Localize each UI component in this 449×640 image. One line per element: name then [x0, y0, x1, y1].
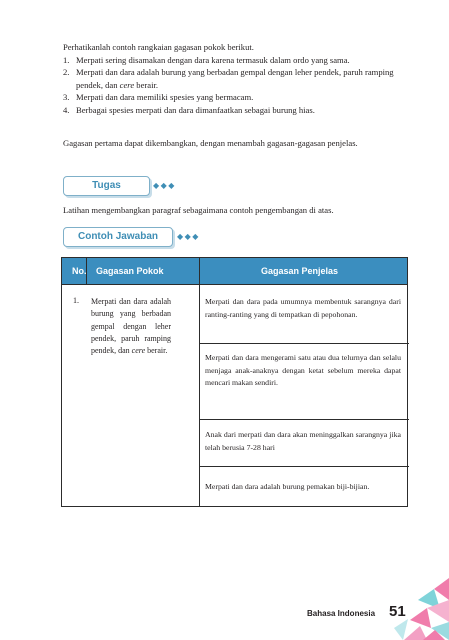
penjelas-cell-2: Merpati dan dara mengerami satu atau dua telurnya dan selalu menjaga anak-anaknya dengan ketat sebelum mereka dapat mencari makan sendiri. — [205, 353, 401, 387]
decor-triangle — [410, 608, 431, 628]
contoh-jawaban-label: Contoh Jawaban — [63, 227, 173, 247]
tugas-label: Tugas — [63, 176, 150, 196]
list-text: Merpati sering disamakan dengan dara karena termasuk dalam ordo yang sama. — [76, 54, 350, 65]
list-text: Berbagai spesies merpati dan dara dimanfaatkan sebagai burung hias. — [76, 104, 315, 115]
row-number: 1. — [73, 296, 79, 305]
header-gagasan-penjelas: Gagasan Penjelas — [261, 266, 339, 276]
pokok-text-italic: cere — [131, 346, 146, 356]
footer-subject: Bahasa Indonesia — [307, 609, 376, 618]
pokok-text: Merpati dan dara adalah burung yang berbadan gempal dengan leher pendek, paruh ramping pendek, dan — [91, 297, 171, 356]
header-no: No. — [72, 266, 87, 276]
list-number: 4. — [63, 104, 70, 115]
contoh-diamonds: ◆◆◆ — [177, 232, 200, 241]
closing-sentence: Gagasan pertama dapat dikembangkan, dengan menambah gagasan-gagasan penjelas. — [63, 138, 358, 148]
list-text: Merpati dan dara adalah burung yang berbadan gempal dengan leher pendek, paruh ramping pendek, dan — [76, 67, 394, 90]
list-number: 3. — [63, 92, 70, 102]
page-number: 51 — [389, 603, 406, 620]
tugas-diamonds: ◆◆◆ — [153, 181, 176, 190]
list-number: 2. — [63, 67, 70, 77]
pokok-text: berair. — [145, 346, 168, 356]
penjelas-cell-3: Anak dari merpati dan dara akan meninggalkan sarangnya jika telah berusia 7-28 hari — [205, 430, 401, 452]
decor-triangle — [394, 619, 408, 640]
penjelas-cell-4: Merpati dan dara adalah burung pemakan biji-bijian. — [205, 482, 370, 491]
list-text: berair. — [134, 79, 158, 90]
task-instruction: Latihan mengembangkan paragraf sebagaimana contoh pengembangan di atas. — [63, 205, 334, 215]
list-text: Merpati dan dara memiliki spesies yang bermacam. — [76, 92, 254, 102]
header-gagasan-pokok: Gagasan Pokok — [96, 266, 164, 276]
decor-triangle — [404, 626, 427, 640]
list-text-italic: cere — [119, 79, 135, 90]
penjelas-cell-1: Merpati dan dara pada umumnya membentuk sarangnya dari ranting-ranting yang di tempatkan di pepohonan. — [205, 297, 401, 319]
intro-lead: Perhatikanlah contoh rangkaian gagasan pokok berikut. — [63, 42, 254, 52]
list-number: 1. — [63, 54, 70, 65]
